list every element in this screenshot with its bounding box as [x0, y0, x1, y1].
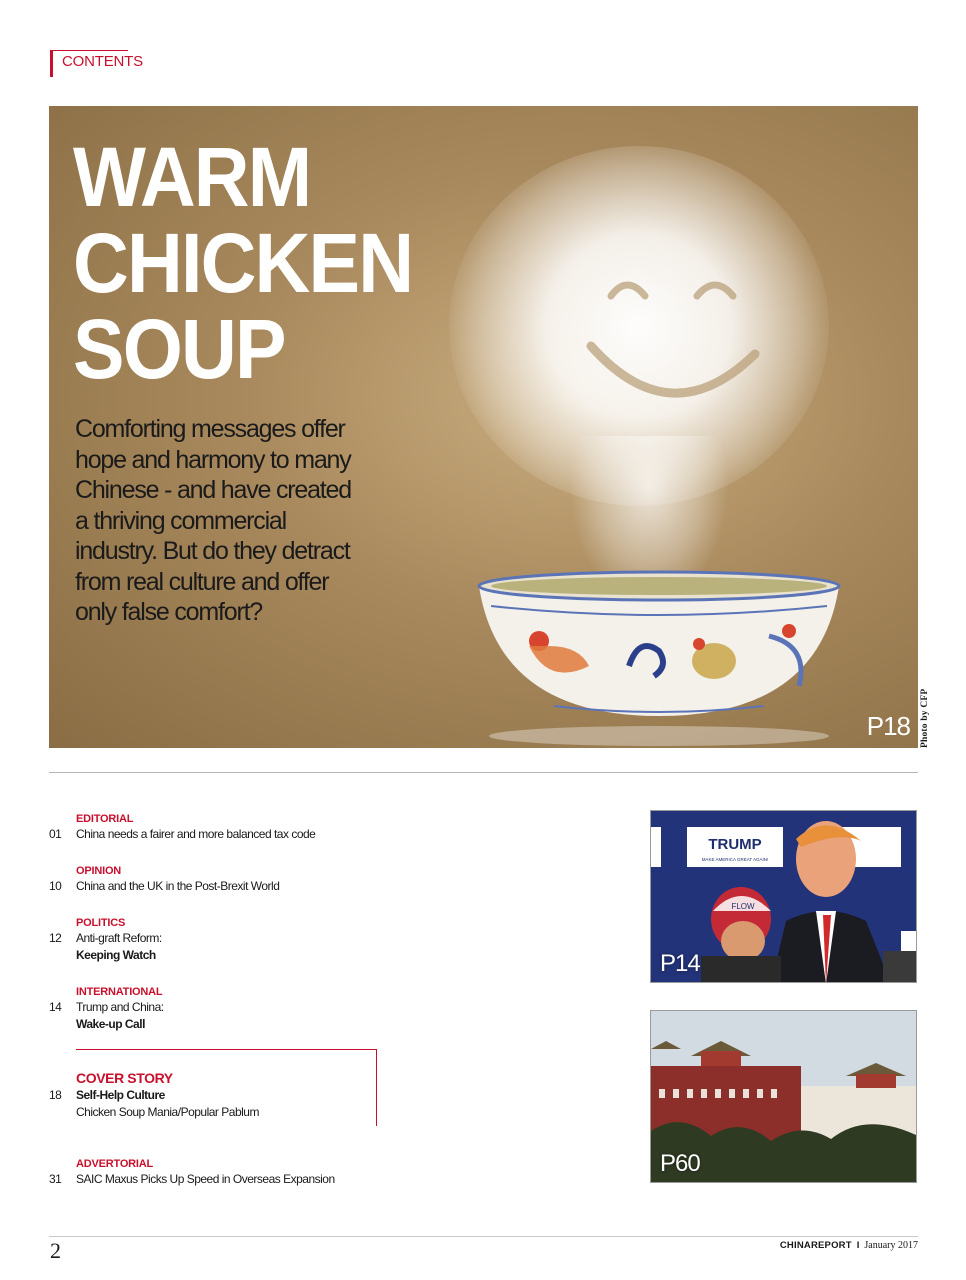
cover-feature-image[interactable] — [49, 106, 918, 748]
toc-title: Anti-graft Reform: — [76, 931, 162, 945]
thumbnail-p14[interactable] — [650, 810, 917, 983]
toc-subtitle: Keeping Watch — [76, 948, 156, 962]
toc-entry-editorial[interactable] — [49, 812, 379, 843]
toc-page-number: 31 — [49, 1172, 62, 1186]
toc-entry-advertorial[interactable] — [49, 1157, 379, 1188]
toc-page-number: 14 — [49, 1000, 62, 1014]
cover-headline: WARM CHICKEN SOUP — [73, 130, 413, 396]
masthead-separator: I — [856, 1240, 860, 1251]
toc-title: China and the UK in the Post-Brexit World — [76, 879, 280, 893]
toc-page-number: 01 — [49, 827, 62, 841]
issue-date: January 2017 — [864, 1240, 918, 1251]
section-divider — [49, 772, 918, 773]
sign-subtext: MAKE AMERICA GREAT AGAIN! — [701, 857, 769, 862]
toc-entry-international[interactable] — [49, 985, 379, 1033]
footer-divider — [49, 1236, 918, 1237]
toc-category: EDITORIAL — [76, 813, 134, 825]
toc-title: Self-Help Culture — [76, 1088, 165, 1102]
thumbnail-page-ref: P60 — [660, 1150, 700, 1177]
toc-title: SAIC Maxus Picks Up Speed in Overseas Expansion — [76, 1172, 335, 1186]
toc-page-number: 18 — [49, 1088, 62, 1102]
cover-story-frame — [76, 1049, 377, 1126]
cover-page-ref[interactable]: P18 — [866, 711, 910, 741]
masthead — [780, 1240, 918, 1251]
sign-text: TRUMP — [708, 836, 762, 853]
photo-credit: Photo by CFP — [920, 688, 930, 748]
toc-page-number: 12 — [49, 931, 62, 945]
toc-subtitle: Chicken Soup Mania/Popular Pablum — [76, 1105, 259, 1119]
toc-entry-opinion[interactable] — [49, 864, 379, 895]
toc-title: China needs a fairer and more balanced tax code — [76, 827, 316, 841]
toc-entry-politics[interactable] — [49, 916, 379, 964]
section-tag: CONTENTS — [50, 50, 128, 77]
toc-category: INTERNATIONAL — [76, 986, 163, 998]
brand-name: CHINAREPORT — [779, 1240, 852, 1251]
cover-deck: Comforting messages offer hope and harmony to many Chinese - and have created a thriving commercial industry. But do they detract from real culture and offer only false comfort? — [75, 415, 351, 626]
toc-page-number: 10 — [49, 879, 62, 893]
hat-text: FLOW — [731, 902, 755, 911]
page-number: 2 — [50, 1238, 61, 1263]
toc-category: POLITICS — [76, 917, 126, 929]
thumbnail-p60[interactable] — [650, 1010, 917, 1183]
thumbnail-page-ref: P14 — [660, 950, 700, 977]
toc-category: ADVERTORIAL — [76, 1158, 154, 1170]
smiley-face-icon — [549, 236, 789, 436]
chicken-cup-bowl — [469, 566, 849, 746]
toc-category: COVER STORY — [76, 1070, 173, 1086]
toc-title: Trump and China: — [76, 1000, 164, 1014]
toc-category: OPINION — [76, 865, 122, 877]
toc-subtitle: Wake-up Call — [76, 1017, 145, 1031]
